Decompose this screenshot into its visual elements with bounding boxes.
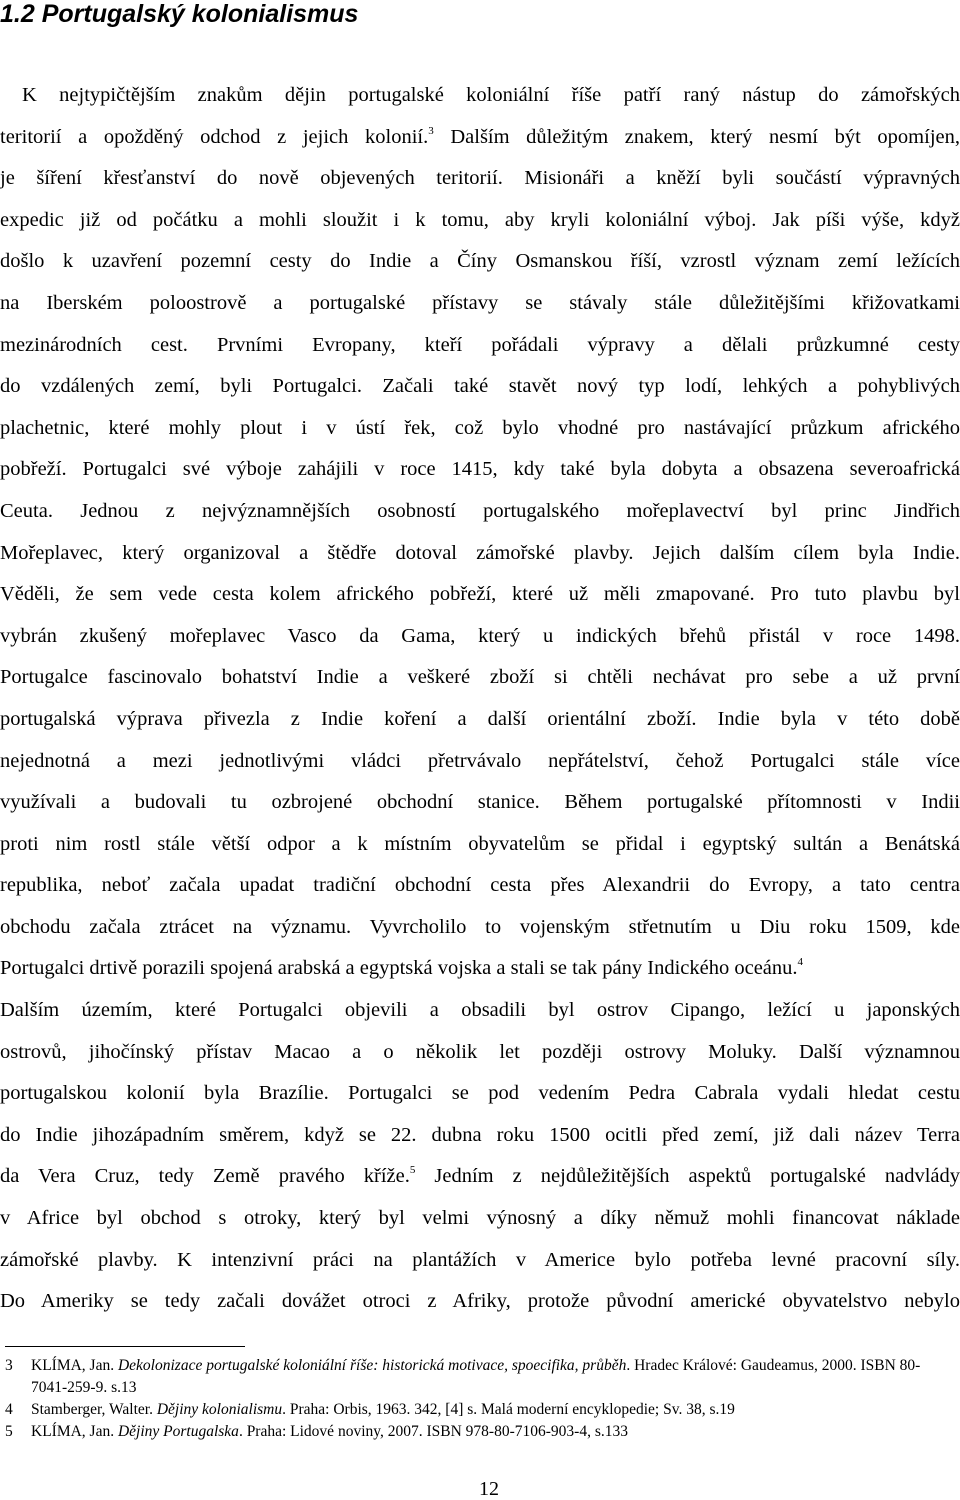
text-line: proti nim rostl stále větší odpor a k místním obyvatelům se přidal i egyptský sultán a Benátská — [0, 832, 960, 855]
text-line: portugalskou kolonií byla Brazílie. Portugalci se pod vedením Pedra Cabrala vydali hledat cestu — [0, 1082, 960, 1105]
footnote-number: 3 — [5, 1357, 13, 1374]
footnote-details: . Praha: Orbis, 1963. 342, [4] s. Malá moderní encyklopedie; Sv. 38, s.19 — [282, 1401, 735, 1418]
text-line: do Indie jihozápadním směrem, když se 22. dubna roku 1500 ocitli před zemí, již dali název Terra — [0, 1123, 960, 1146]
text-line: mezinárodních cest. Prvními Evropany, kteří pořádali výpravy a dělali průzkumné cesty — [0, 333, 960, 356]
text-line: Mořeplavec, který organizoval a štědře dotoval zámořské plavby. Jejich dalším cílem byla Indie. — [0, 541, 960, 564]
text-span: Portugalci drtivě porazili spojená arabská a egyptská vojska a stali se tak pány Indického oceánu. — [0, 957, 798, 980]
footnote-author: KLÍMA, Jan. — [31, 1423, 118, 1440]
text-line: Do Ameriky se tedy začali dovážet otroci z Afriky, protože původní americké obyvatelstvo nebylo — [0, 1290, 960, 1313]
section-heading: 1.2 Portugalský kolonialismus — [0, 0, 359, 28]
footnotes — [5, 1355, 955, 1443]
footnote-separator — [5, 1346, 245, 1347]
text-line: v Africe byl obchod s otroky, který byl velmi výnosný a díky němuž mohli financovat náklade — [0, 1207, 960, 1230]
footnote-number: 4 — [5, 1401, 13, 1418]
text-line: ostrovů, jihočínský přístav Macao a o několik let později ostrovy Moluky. Další významnou — [0, 1040, 960, 1063]
text-span: Jedním z nejdůležitějších aspektů portugalské nadvlády — [415, 1165, 960, 1188]
footnote-details: . Hradec Králové: Gaudeamus, 2000. ISBN 80-7041-259-9. s.13 — [31, 1357, 921, 1396]
page-number: 12 — [479, 1478, 499, 1500]
text-span: teritorií a opožděný odchod z jejich kolonií. — [0, 125, 429, 148]
text-span: Dalším důležitým znakem, který nesmí být opomíjen, — [433, 125, 960, 148]
text-line: portugalská výprava přivezla z Indie koření a další orientální zboží. Indie byla v této době — [0, 707, 960, 730]
text-line: došlo k uzavření pozemní cesty do Indie a Číny Osmanskou říší, vzrostl význam zemí ležících — [0, 250, 960, 273]
text-line: K nejtypičtějším znakům dějin portugalské koloniální říše patří raný nástup do zámořských — [22, 84, 960, 106]
footnote-ref[interactable]: 3 — [428, 124, 434, 137]
text-line: využívali a budovali tu ozbrojené obchodní stanice. Během portugalské přítomnosti v Indii — [0, 791, 960, 814]
footnote-ref[interactable]: 4 — [797, 956, 804, 969]
text-line: je šíření křesťanství do nově objevených teritorií. Misionáři a kněží byli součástí výpravných — [0, 167, 960, 190]
footnote-title: Dějiny Portugalska — [117, 1423, 239, 1440]
footnote-author: Stamberger, Walter. — [31, 1401, 157, 1418]
footnote-number: 5 — [5, 1423, 13, 1440]
text-line: Věděli, že sem vede cesta kolem afrického pobřeží, které už měli zmapované. Pro tuto plavbu byl — [0, 583, 960, 606]
text-line: do vzdálených zemí, byli Portugalci. Začali také stavět nový typ lodí, lehkých a pohyblivých — [0, 375, 960, 398]
footnote-title: Dekolonizace portugalské koloniální říše: historická motivace, spoecifika, průběh — [117, 1357, 627, 1374]
text-line: republika, neboť začala upadat tradiční obchodní cesta přes Alexandrii do Evropy, a tato centra — [0, 874, 960, 897]
body-paragraph — [0, 75, 960, 1323]
text-line — [0, 117, 960, 159]
text-line: expedic již od počátku a mohli sloužit i k tomu, aby kryli koloniální výboj. Jak píši výše, když — [0, 208, 960, 231]
text-line: Dalším územím, které Portugalci objevili a obsadili byl ostrov Cipango, ležící u japonských — [0, 999, 960, 1022]
text-span: da Vera Cruz, tedy Země pravého kříže. — [0, 1165, 410, 1188]
footnote-3 — [5, 1355, 955, 1399]
footnote-5 — [5, 1421, 955, 1443]
text-line: na Iberském poloostrově a portugalské přístavy se stávaly stále důležitějšími křižovatkami — [0, 291, 960, 314]
text-line: obchodu začala ztrácet na významu. Vyvrcholilo to vojenským střetnutím u Diu roku 1509, kde — [0, 915, 960, 938]
text-line: pobřeží. Portugalci své výboje zahájili v roce 1415, kdy také byla dobyta a obsazena severoafrická — [0, 458, 960, 481]
footnote-ref[interactable]: 5 — [409, 1164, 416, 1177]
footnote-title: Dějiny kolonialismu — [156, 1401, 283, 1418]
text-line: zámořské plavby. K intenzivní práci na plantážích v Americe bylo potřeba levné pracovní síly. — [0, 1248, 960, 1271]
text-line: Portugalce fascinovalo bohatství Indie a veškeré zboží si chtěli nechávat pro sebe a už první — [0, 666, 960, 689]
text-line: Ceuta. Jednou z nejvýznamnějších osobností portugalského mořeplavectví byl princ Jindřich — [0, 499, 960, 522]
text-line: nejednotná a mezi jednotlivými vládci přetrvávalo nepřátelství, čehož Portugalci stále více — [0, 749, 960, 772]
text-line — [0, 948, 960, 990]
text-line: plachetnic, které mohly plout i v ústí řek, což bylo vhodné pro nastávající průzkum afrického — [0, 416, 960, 439]
footnote-4 — [5, 1399, 955, 1421]
text-line: vybrán zkušený mořeplavec Vasco da Gama, který u indických břehů přistál v roce 1498. — [0, 624, 960, 647]
footnote-author: KLÍMA, Jan. — [31, 1357, 118, 1374]
footnote-details: . Praha: Lidové noviny, 2007. ISBN 978-80-7106-903-4, s.133 — [238, 1423, 628, 1440]
text-line — [0, 1156, 960, 1198]
